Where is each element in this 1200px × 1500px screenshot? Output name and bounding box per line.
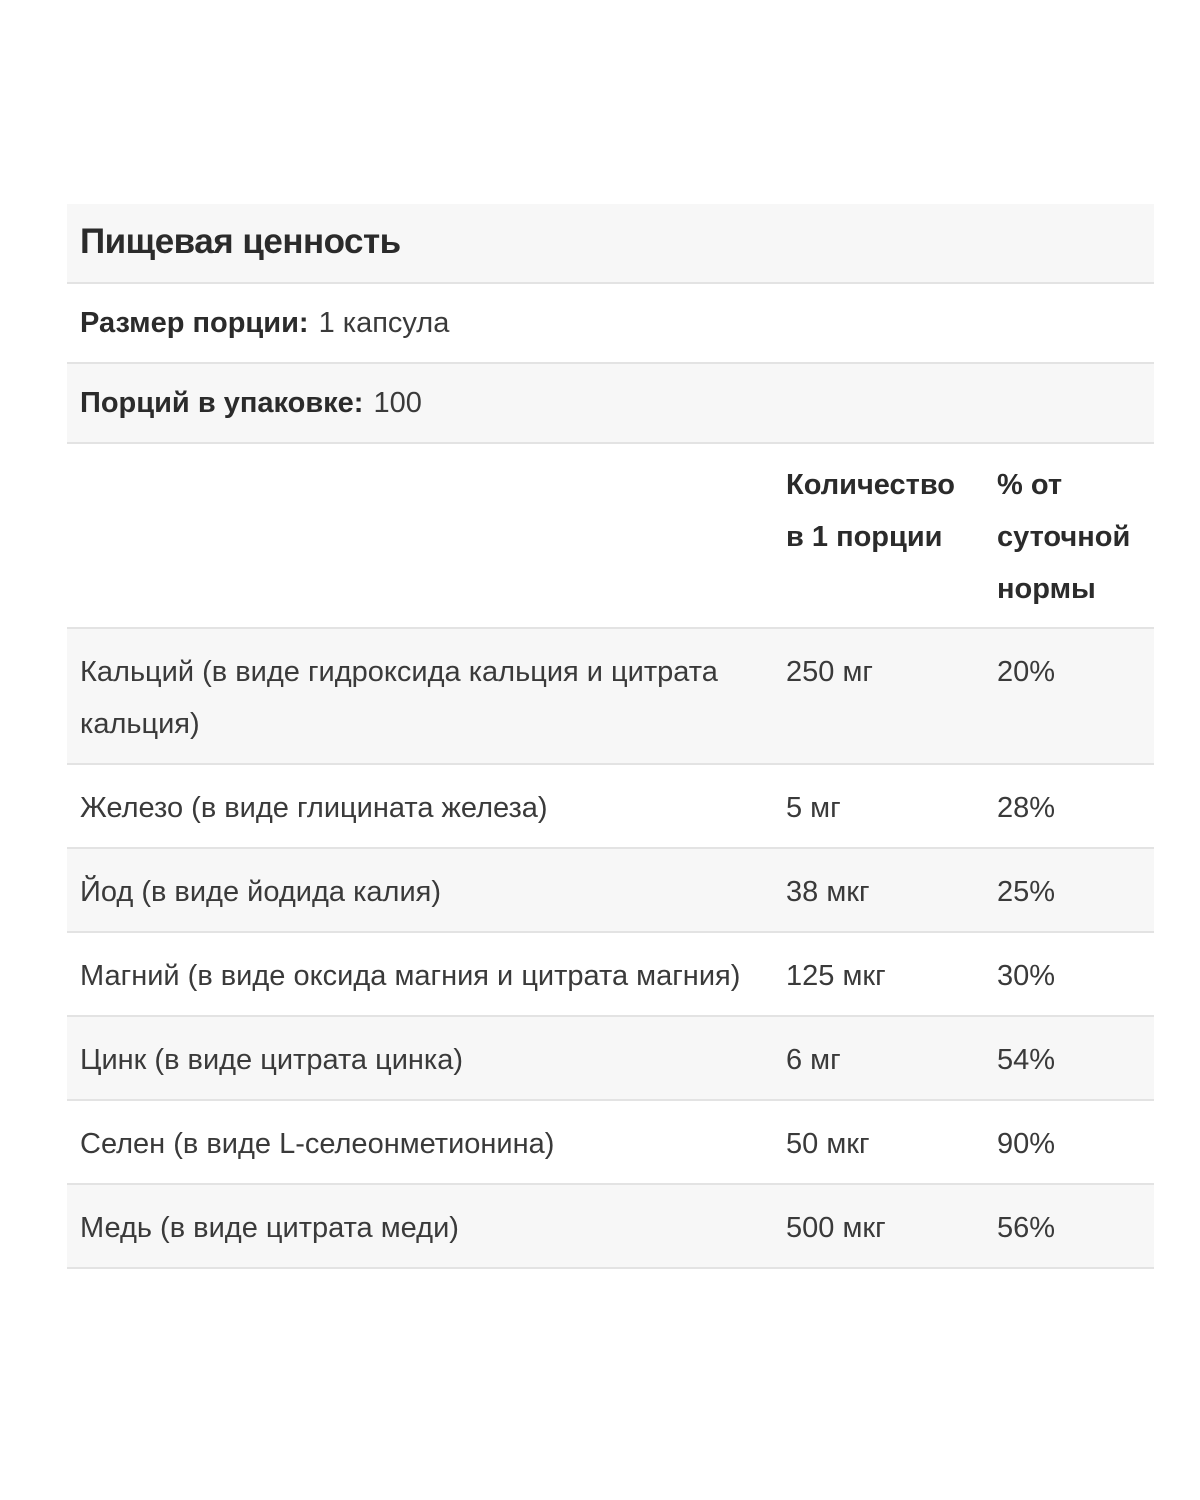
nutrient-name: Цинк (в виде цитрата цинка): [80, 1044, 464, 1076]
nutrient-daily-value: 25%: [997, 876, 1056, 908]
nutrient-amount: 500 мкг: [786, 1212, 886, 1244]
serving-size-row: [67, 284, 1154, 364]
column-header-daily-value: % от суточной нормы: [997, 469, 1131, 605]
nutrient-daily-value: 30%: [997, 960, 1056, 992]
nutrient-name: Йод (в виде йодида калия): [80, 876, 441, 908]
serving-size-value: 1 капсула: [318, 306, 450, 339]
nutrient-daily-value: 28%: [997, 792, 1056, 824]
table-header: [67, 204, 1154, 284]
nutrient-amount: 38 мкг: [786, 876, 870, 908]
nutrient-daily-value: 90%: [997, 1128, 1056, 1160]
servings-per-container-row: [67, 364, 1154, 444]
table-title: Пищевая ценность: [80, 222, 401, 261]
table-row: [67, 933, 1154, 1017]
nutrient-amount: 6 мг: [786, 1044, 841, 1076]
servings-per-container-label: Порций в упаковке:: [80, 386, 364, 419]
table-row: [67, 1101, 1154, 1185]
nutrient-amount: 250 мг: [786, 656, 873, 688]
table-row: [67, 1185, 1154, 1269]
nutrient-name: Магний (в виде оксида магния и цитрата магния): [80, 960, 741, 992]
table-row: [67, 1017, 1154, 1101]
nutrient-name: Селен (в виде L-селеонметионина): [80, 1128, 555, 1160]
nutrient-daily-value: 54%: [997, 1044, 1056, 1076]
table-row: [67, 849, 1154, 933]
column-header-row: [67, 444, 1154, 629]
nutrition-facts-table: [67, 204, 1154, 1269]
nutrient-name: Кальций (в виде гидроксида кальция и цитрата кальция): [80, 656, 718, 740]
servings-per-container-value: 100: [373, 386, 422, 419]
column-header-amount: Количество в 1 порции: [786, 469, 956, 553]
nutrient-name: Железо (в виде глицината железа): [80, 792, 548, 824]
nutrient-daily-value: 20%: [997, 656, 1056, 688]
nutrient-amount: 50 мкг: [786, 1128, 870, 1160]
nutrient-daily-value: 56%: [997, 1212, 1056, 1244]
serving-size-label: Размер порции:: [80, 306, 309, 339]
nutrient-amount: 5 мг: [786, 792, 841, 824]
table-row: [67, 629, 1154, 765]
column-header-name: [80, 459, 786, 627]
table-row: [67, 765, 1154, 849]
nutrient-amount: 125 мкг: [786, 960, 886, 992]
nutrient-name: Медь (в виде цитрата меди): [80, 1212, 459, 1244]
